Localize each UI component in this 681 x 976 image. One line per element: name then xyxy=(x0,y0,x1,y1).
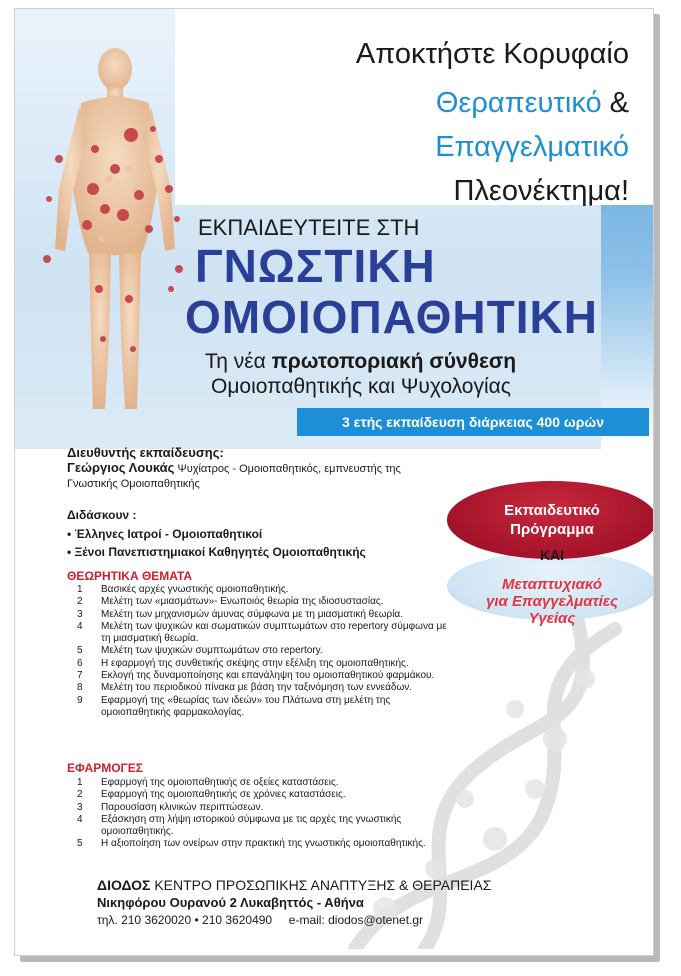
applications-list xyxy=(73,777,453,851)
director-desc-2: Γνωστικής Ομοιοπαθητικής xyxy=(67,478,200,490)
title-subtitle-1 xyxy=(205,349,635,374)
footer-org xyxy=(97,877,617,893)
flyer-page xyxy=(14,8,654,956)
theory-list xyxy=(73,584,453,719)
postgrad-line-3: Υγείας xyxy=(528,610,576,627)
list-item: 5 Η αξιοποίηση των ονείρων στην πρακτική της γνωστικής ομοιοπαθητικής. xyxy=(77,838,426,850)
list-item: 4 Μελέτη των ψυχικών και σωματικών συμπτωμάτων στο repertory σύμφωνα με τη μιασματική θεωρία. xyxy=(77,620,447,645)
duration-banner: 3 ετής εκπαίδευση διάρκειας 400 ωρών xyxy=(297,408,649,436)
list-item: 7 Εκλογή της δυναμοποίησης και επανάληψη του ομοιοπαθητικού φαρμάκου. xyxy=(77,670,435,682)
teachers-label: Διδάσκουν : xyxy=(67,508,137,522)
headline-line-1: Αποκτήστε Κορυφαίο xyxy=(355,38,629,70)
director-line xyxy=(67,461,507,476)
footer-org-name: ΔΙΟΔΟΣ xyxy=(97,877,151,893)
list-item: 2 Μελέτη των «μιασμάτων»- Ενωποιός θεωρία της ιδιοσυστασίας. xyxy=(77,596,384,608)
title-pre: ΕΚΠΑΙΔΕΥΤΕΙΤΕ ΣΤΗ xyxy=(198,215,420,240)
subtitle-bold: πρωτοποριακή σύνθεση xyxy=(271,350,517,373)
human-figure-illustration xyxy=(29,39,189,419)
title-main-2: ΟΜΟΙΟΠΑΘΗΤΙΚΗ xyxy=(185,291,598,343)
applications-section-label: ΕΦΑΡΜΟΓΕΣ xyxy=(67,761,143,775)
list-item: 3 Παρουσίαση κλινικών περιπτώσεων. xyxy=(77,801,264,813)
headline-ampersand: & xyxy=(609,87,629,119)
list-item: 6 Η εφαρμογή της συνθετικής σκέψης στην εξέλιξη της ομοιοπαθητικής. xyxy=(77,657,409,669)
list-item: 5 Μελέτη των ψυχικών συμπτωμάτων στο repertory. xyxy=(77,645,323,657)
list-item: 3 Μελέτη των μηχανισμών άμυνας σύμφωνα με τη μιασματική θεωρία. xyxy=(77,608,403,620)
list-item: 8 Μελέτη του περιοδικού πίνακα με βάση την ταξινόμηση των εννεάδων. xyxy=(77,682,413,694)
list-item: 2 Εφαρμογή της ομοιοπαθητικής σε χρόνιες καταστάσεις. xyxy=(77,789,346,801)
director-label: Διευθυντής εκπαίδευσης: xyxy=(67,445,224,460)
headline-line-2 xyxy=(229,86,629,120)
list-item: 9 Εφαρμογή της «θεωρίας των ιδεών» του Πλάτωνα στη μελέτη της ομοιοπαθητικής φαρμακολογίας. xyxy=(77,694,391,718)
title-subtitle-2: Ομοιοπαθητικής και Ψυχολογίας xyxy=(211,375,511,398)
footer-phones: τηλ. 210 3620020 • 210 3620490 xyxy=(97,913,273,927)
list-item: 1 Εφαρμογή της ομοιοπαθητικής σε οξείες καταστάσεις. xyxy=(77,777,339,788)
program-badge-line-2: Πρόγραμμα xyxy=(510,521,594,538)
headline-line-4: Πλεονέκτημα! xyxy=(453,175,629,207)
postgrad-line-2: για Επαγγελματίες xyxy=(486,593,618,610)
headline-line-3: Επαγγελματικό xyxy=(435,131,629,163)
and-label: ΚΑΙ xyxy=(539,547,565,563)
footer-address: Νικηφόρου Ουρανού 2 Λυκαβηττός - Αθήνα xyxy=(97,895,364,910)
footer-contact xyxy=(97,913,617,927)
footer-email[interactable]: e-mail: diodos@otenet.gr xyxy=(288,913,424,927)
theory-section-label: ΘΕΩΡΗΤΙΚΑ ΘΕΜΑΤΑ xyxy=(67,569,193,583)
teacher-item: • Ξένοι Πανεπιστημιακοί Καθηγητές Ομοιοπαθητικής xyxy=(67,545,366,559)
list-item: 4 Εξάσκηση στη λήψη ιστορικού σύμφωνα με τις αρχές της γνωστικής ομοιοπαθητικής. xyxy=(77,813,402,838)
director-desc: Ψυχίατρος - Ομοιοπαθητικός, εμπνευστής της xyxy=(177,463,401,475)
footer-org-desc: ΚΕΝΤΡΟ ΠΡΟΣΩΠΙΚΗΣ ΑΝΑΠΤΥΞΗΣ & ΘΕΡΑΠΕΙΑΣ xyxy=(154,877,492,893)
postgrad-badge-text xyxy=(451,576,653,627)
headline-therapeutic: Θεραπευτικό xyxy=(435,87,602,119)
subtitle-plain: Τη νέα xyxy=(205,350,266,373)
director-name: Γεώργιος Λουκάς xyxy=(67,460,175,475)
postgrad-line-1: Μεταπτυχιακό xyxy=(502,576,602,593)
program-badge-line-1: Εκπαιδευτικό xyxy=(504,502,600,519)
title-main-1: ΓΝΩΣΤΙΚΗ xyxy=(195,240,436,292)
teacher-item: • Έλληνες Ιατροί - Ομοιοπαθητικοί xyxy=(67,527,263,541)
list-item: 1 Βασικές αρχές γνωστικής ομοιοπαθητικής. xyxy=(77,584,289,595)
